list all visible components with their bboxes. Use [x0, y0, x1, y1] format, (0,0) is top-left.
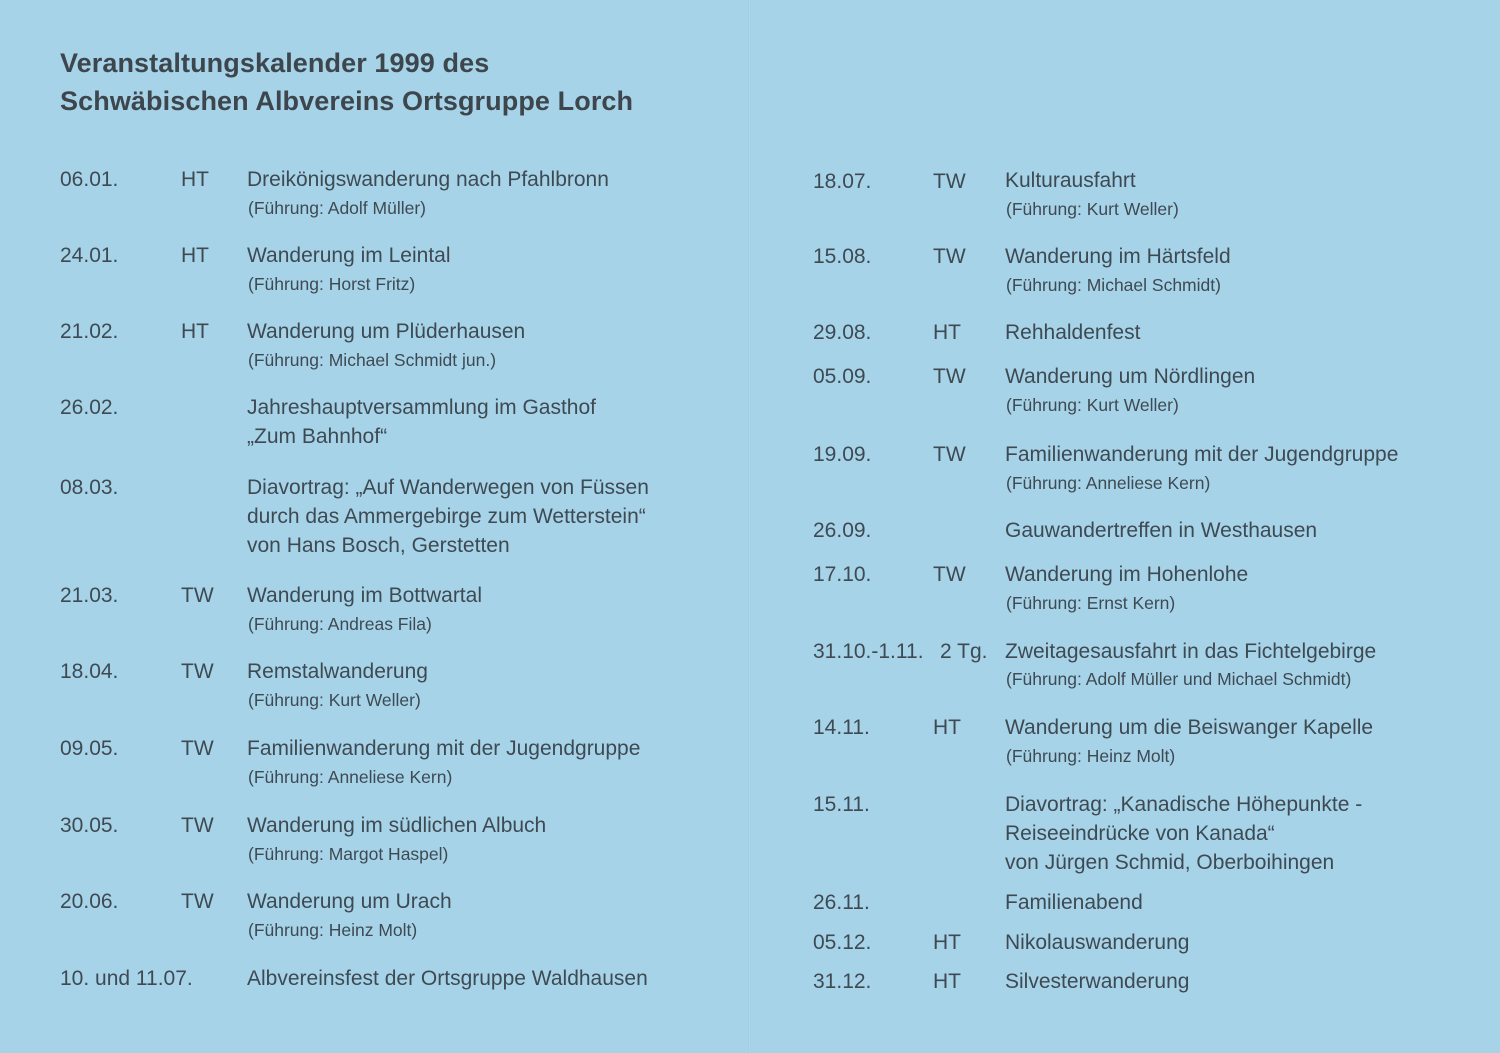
event-title: Wanderung um Nördlingen [1005, 365, 1256, 388]
event-title: Gauwandertreffen in Westhausen [1005, 519, 1318, 542]
event-title: Wanderung im Bottwartal [247, 584, 482, 607]
event-date: 14.11. [813, 716, 870, 739]
event-title: Diavortrag: „Auf Wanderwegen von Füssen [247, 476, 649, 499]
event-date: 15.11. [813, 793, 870, 816]
event-title: Familienabend [1005, 891, 1143, 914]
event-title: Remstalwanderung [247, 660, 428, 683]
event-date: 18.07. [813, 170, 872, 193]
event-leader: (Führung: Michael Schmidt) [1006, 275, 1221, 295]
event-date: 30.05. [60, 814, 119, 837]
event-title-line-3: von Hans Bosch, Gerstetten [247, 534, 510, 557]
event-leader: (Führung: Heinz Molt) [248, 920, 418, 940]
event-title-line-2: „Zum Bahnhof“ [247, 425, 388, 448]
event-type: TW [933, 245, 966, 268]
event-title-line-2: Reiseeindrücke von Kanada“ [1005, 822, 1275, 845]
event-type: TW [933, 170, 966, 193]
heading-line-2: Schwäbischen Albvereins Ortsgruppe Lorch [60, 86, 634, 116]
event-date: 17.10. [813, 563, 872, 586]
event-date: 29.08. [813, 321, 872, 344]
event-type: TW [933, 563, 966, 586]
event-date: 20.06. [60, 890, 119, 913]
event-title: Albvereinsfest der Ortsgruppe Waldhausen [247, 967, 648, 990]
event-title-line-2: durch das Ammergebirge zum Wetterstein“ [247, 505, 646, 528]
event-type: HT [181, 168, 209, 191]
event-type: 2 Tg. [940, 640, 988, 663]
event-date: 08.03. [60, 476, 119, 499]
event-date: 15.08. [813, 245, 872, 268]
event-title: Wanderung im Hohenlohe [1005, 563, 1249, 586]
calendar-heading [60, 44, 633, 120]
event-leader: (Führung: Andreas Fila) [248, 614, 432, 634]
event-date: 26.11. [813, 891, 870, 914]
event-title: Rehhaldenfest [1005, 321, 1141, 344]
event-leader: (Führung: Ernst Kern) [1006, 593, 1176, 613]
event-title: Wanderung um die Beiswanger Kapelle [1005, 716, 1374, 739]
event-leader: (Führung: Horst Fritz) [248, 274, 416, 294]
event-type: HT [181, 244, 209, 267]
event-title: Dreikönigswanderung nach Pfahlbronn [247, 168, 609, 191]
event-leader: (Führung: Michael Schmidt jun.) [248, 350, 497, 370]
event-title: Wanderung im südlichen Albuch [247, 814, 547, 837]
event-leader: (Führung: Anneliese Kern) [1006, 473, 1211, 493]
event-type: HT [181, 320, 209, 343]
event-type: TW [181, 737, 214, 760]
event-title: Kulturausfahrt [1005, 169, 1136, 192]
event-date: 10. und 11.07. [60, 967, 193, 990]
event-leader: (Führung: Kurt Weller) [248, 690, 421, 710]
event-date: 26.09. [813, 519, 872, 542]
event-type: HT [933, 716, 961, 739]
event-type: TW [181, 890, 214, 913]
event-leader: (Führung: Adolf Müller) [248, 198, 426, 218]
event-type: TW [181, 584, 214, 607]
event-leader: (Führung: Anneliese Kern) [248, 767, 453, 787]
event-title: Wanderung um Urach [247, 890, 452, 913]
event-leader: (Führung: Kurt Weller) [1006, 199, 1179, 219]
heading-line-1: Veranstaltungskalender 1999 des [60, 48, 490, 78]
event-date: 21.03. [60, 584, 119, 607]
event-title: Wanderung im Härtsfeld [1005, 245, 1231, 268]
event-date: 09.05. [60, 737, 119, 760]
event-type: HT [933, 931, 961, 954]
event-date: 31.10.-1.11. [813, 640, 924, 663]
event-date: 18.04. [60, 660, 119, 683]
event-title: Silvesterwanderung [1005, 970, 1190, 993]
event-type: TW [933, 443, 966, 466]
event-date: 31.12. [813, 970, 872, 993]
event-date: 05.09. [813, 365, 872, 388]
event-title: Nikolauswanderung [1005, 931, 1190, 954]
event-leader: (Führung: Margot Haspel) [248, 844, 449, 864]
event-leader: (Führung: Heinz Molt) [1006, 746, 1176, 766]
event-title: Jahreshauptversammlung im Gasthof [247, 396, 596, 419]
event-title: Wanderung um Plüderhausen [247, 320, 526, 343]
event-type: HT [933, 970, 961, 993]
event-date: 24.01. [60, 244, 119, 267]
event-date: 21.02. [60, 320, 119, 343]
event-type: TW [933, 365, 966, 388]
event-date: 06.01. [60, 168, 119, 191]
event-type: TW [181, 660, 214, 683]
event-title: Zweitagesausfahrt in das Fichtelgebirge [1005, 640, 1377, 663]
event-title: Wanderung im Leintal [247, 244, 451, 267]
event-title: Familienwanderung mit der Jugendgruppe [1005, 443, 1399, 466]
event-leader: (Führung: Adolf Müller und Michael Schmidt) [1006, 669, 1352, 689]
event-leader: (Führung: Kurt Weller) [1006, 395, 1179, 415]
event-title-line-3: von Jürgen Schmid, Oberboihingen [1005, 851, 1335, 874]
event-title: Diavortrag: „Kanadische Höhepunkte - [1005, 793, 1363, 816]
event-date: 26.02. [60, 396, 119, 419]
card-fold [748, 0, 751, 1053]
event-type: HT [933, 321, 961, 344]
event-date: 05.12. [813, 931, 872, 954]
event-type: TW [181, 814, 214, 837]
event-date: 19.09. [813, 443, 872, 466]
event-title: Familienwanderung mit der Jugendgruppe [247, 737, 641, 760]
